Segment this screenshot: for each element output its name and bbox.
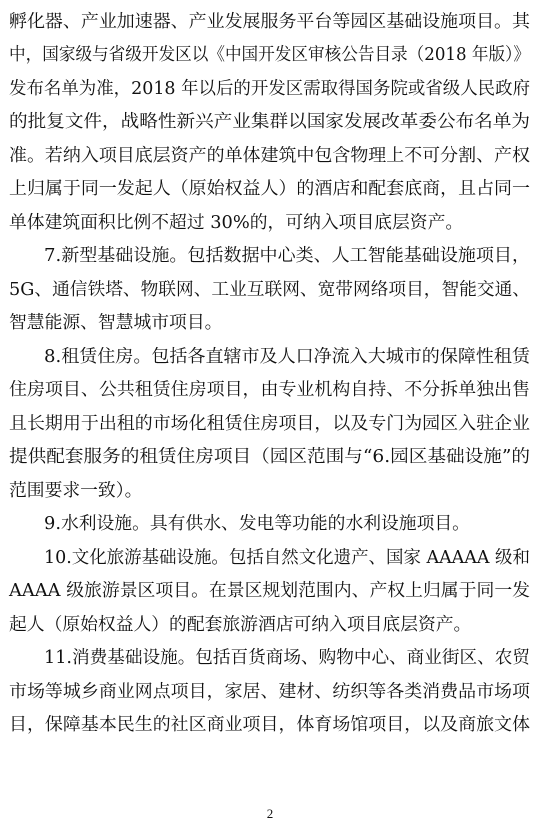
text-line: 孵化器、产业加速器、产业发展服务平台等园区基础设施项目。其 <box>9 11 530 32</box>
text-line: 范围要求一致）。 <box>9 480 143 501</box>
text-line: 单体建筑面积比例不超过 30%的，可纳入项目底层资产。 <box>9 212 464 233</box>
text-line: 的批复文件，战略性新兴产业集群以国家发展改革委公布名单为 <box>9 111 530 132</box>
text-line: AAAA 级旅游景区项目。在景区规划范围内、产权上归属于同一发 <box>9 580 531 601</box>
text-line: 市场等城乡商业网点项目，家居、建材、纺织等各类消费品市场项 <box>9 681 530 702</box>
text-line: 且长期用于出租的市场化租赁住房项目，以及专门为园区入驻企业 <box>9 413 530 434</box>
text-line: 上归属于同一发起人（原始权益人）的酒店和配套底商，且占同一 <box>9 178 530 199</box>
text-line: 提供配套服务的租赁住房项目（园区范围与“6.园区基础设施”的 <box>9 446 530 467</box>
text-line: 准。若纳入项目底层资产的单体建筑中包含物理上不可分割、产权 <box>9 145 530 166</box>
text-line: 11.消费基础设施。包括百货商场、购物中心、商业街区、农贸 <box>44 647 530 668</box>
text-line: 10.文化旅游基础设施。包括自然文化遗产、国家 AAAAA 级和 <box>44 547 530 568</box>
text-line: 发布名单为准，2018 年以后的开发区需取得国务院或省级人民政府 <box>9 78 531 99</box>
page-number: 2 <box>266 806 274 821</box>
text-line: 5G、通信铁塔、物联网、工业互联网、宽带网络项目，智能交通、 <box>9 279 530 300</box>
text-line: 住房项目、公共租赁住房项目，由专业机构自持、不分拆单独出售 <box>9 379 530 400</box>
text-line: 中，国家级与省级开发区以《中国开发区审核公告目录（2018 年版）》 <box>9 44 530 65</box>
text-line: 智慧能源、智慧城市项目。 <box>9 312 223 333</box>
text-line: 7.新型基础设施。包括数据中心类、人工智能基础设施项目， <box>44 245 530 266</box>
text-line: 起人（原始权益人）的配套旅游酒店可纳入项目底层资产。 <box>9 614 472 635</box>
text-line: 8.租赁住房。包括各直辖市及人口净流入大城市的保障性租赁 <box>44 346 530 367</box>
text-line: 9.水利设施。具有供水、发电等功能的水利设施项目。 <box>44 513 470 534</box>
text-line: 目，保障基本民生的社区商业项目，体育场馆项目，以及商旅文体 <box>9 714 530 735</box>
